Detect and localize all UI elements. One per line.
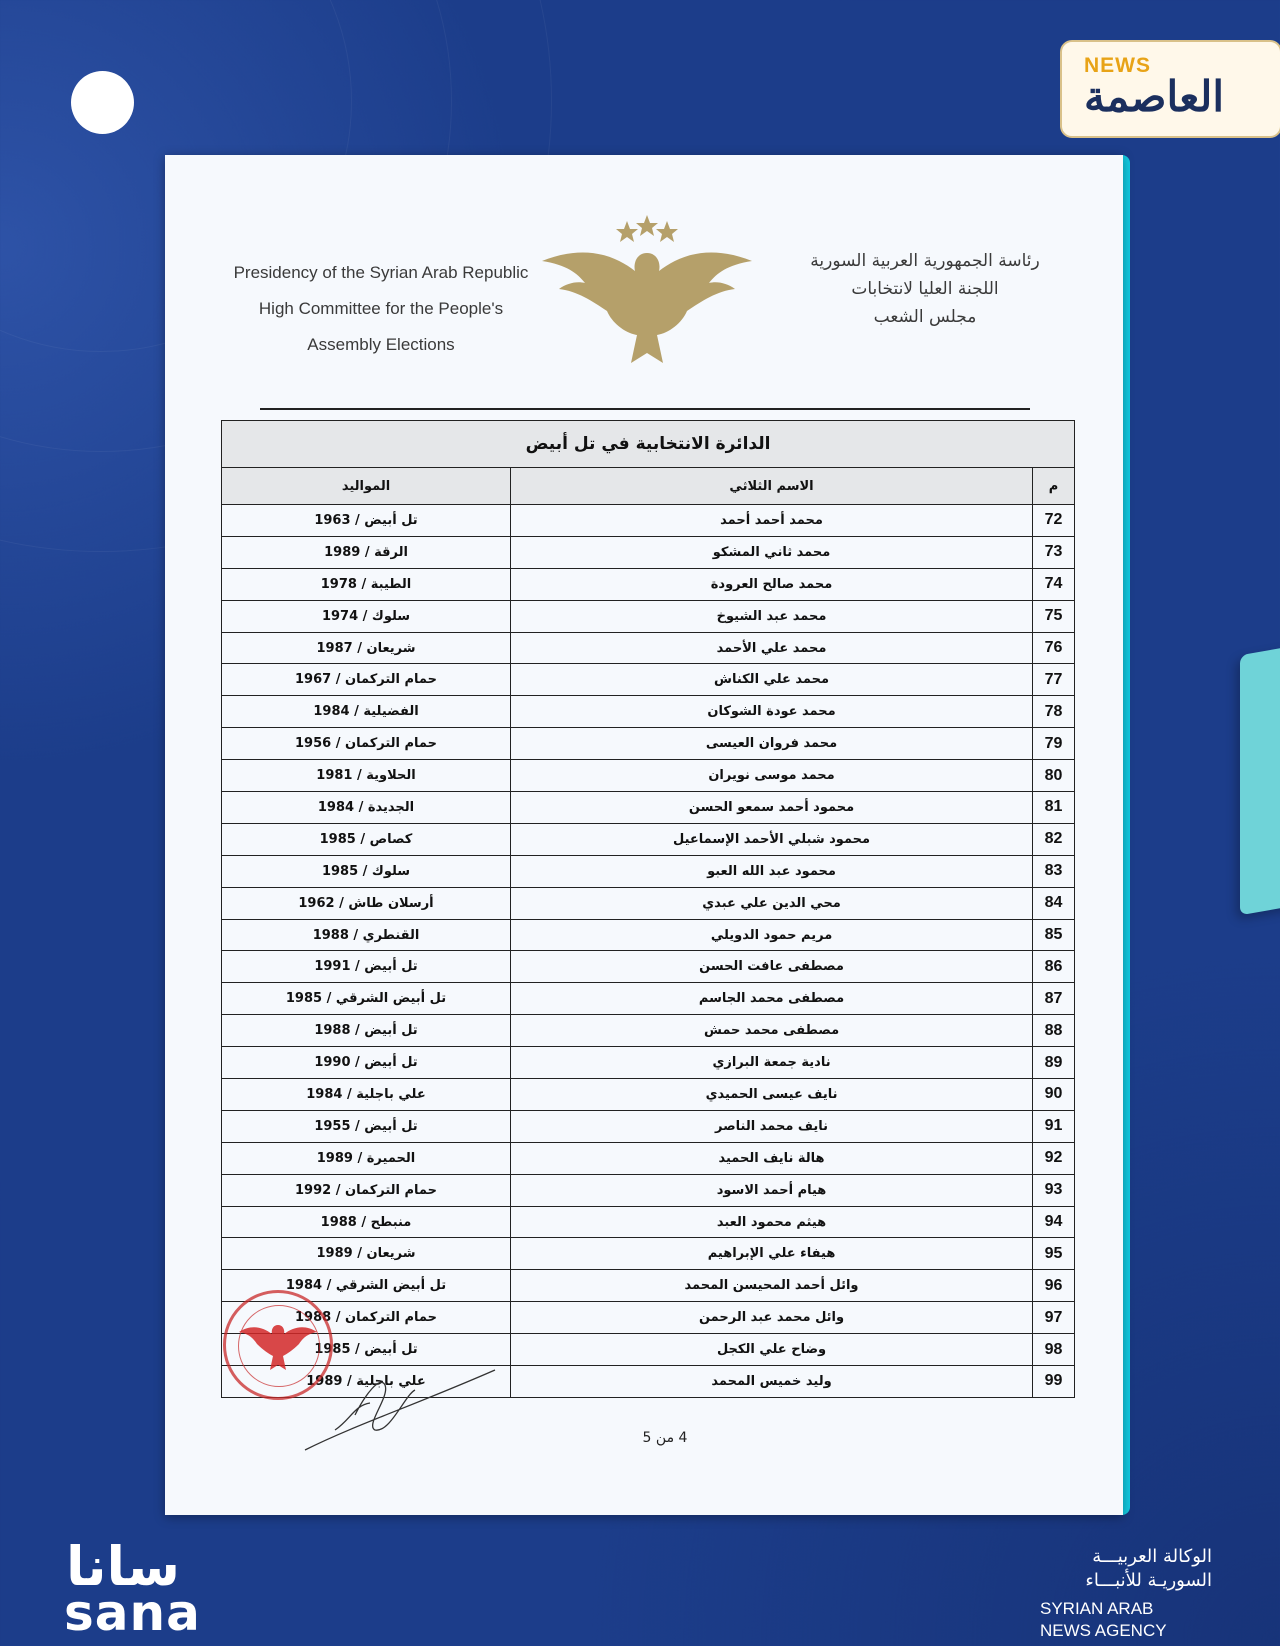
table-row [222, 823, 1075, 855]
cell-name: نايف محمد الناصر [511, 1110, 1033, 1142]
cell-birth: الجديدة / 1984 [222, 792, 511, 824]
cell-birth: تل أبيض الشرقي / 1985 [222, 983, 511, 1015]
cell-number: 97 [1033, 1302, 1075, 1334]
table-row [222, 1238, 1075, 1270]
cell-name: هيثم محمود العبد [511, 1206, 1033, 1238]
table-row [222, 855, 1075, 887]
cell-birth: تل أبيض / 1990 [222, 1047, 511, 1079]
cell-birth: علي باجلية / 1984 [222, 1079, 511, 1111]
table-row [222, 1047, 1075, 1079]
cell-number: 94 [1033, 1206, 1075, 1238]
agency-en-line: SYRIAN ARAB [1040, 1599, 1154, 1618]
cell-number: 80 [1033, 760, 1075, 792]
cell-number: 87 [1033, 983, 1075, 1015]
table-row [222, 1110, 1075, 1142]
header-en-line: High Committee for the People's [258, 299, 504, 318]
cell-birth: القنطري / 1988 [222, 919, 511, 951]
table-row [222, 1142, 1075, 1174]
cell-name: هيام أحمد الاسود [511, 1174, 1033, 1206]
table-row [222, 696, 1075, 728]
header-divider [260, 408, 1030, 410]
agency-en-line: NEWS AGENCY [1040, 1621, 1167, 1640]
cell-birth: سلوك / 1985 [222, 855, 511, 887]
cell-number: 85 [1033, 919, 1075, 951]
header-ar-line: اللجنة العليا لانتخابات [851, 279, 999, 299]
col-header-name: الاسم الثلاثي [511, 468, 1033, 505]
cell-name: وضاح علي الكجل [511, 1334, 1033, 1366]
cell-birth: منبطح / 1988 [222, 1206, 511, 1238]
cell-number: 98 [1033, 1334, 1075, 1366]
cell-birth: كصاص / 1985 [222, 823, 511, 855]
cell-number: 91 [1033, 1110, 1075, 1142]
header-ar-line: مجلس الشعب [873, 307, 977, 327]
cell-name: وائل أحمد المحيسن المحمد [511, 1270, 1033, 1302]
agency-name-english [1040, 1598, 1212, 1642]
table-row [222, 536, 1075, 568]
cell-birth: حمام التركمان / 1967 [222, 664, 511, 696]
cell-name: محمد علي الكناش [511, 664, 1033, 696]
cell-name: نادية جمعة البرازي [511, 1047, 1033, 1079]
header-en-line: Assembly Elections [307, 335, 455, 354]
sana-logo-latin: sana [64, 1584, 201, 1642]
cell-name: مصطفى محمد الجاسم [511, 983, 1033, 1015]
cell-number: 90 [1033, 1079, 1075, 1111]
cell-birth: شريعان / 1989 [222, 1238, 511, 1270]
cell-name: محمد ثاني المشكو [511, 536, 1033, 568]
cell-name: وائل محمد عبد الرحمن [511, 1302, 1033, 1334]
cell-birth: حمام التركمان / 1992 [222, 1174, 511, 1206]
cell-number: 75 [1033, 600, 1075, 632]
cell-name: مصطفى عافت الحسن [511, 951, 1033, 983]
table-row [222, 1270, 1075, 1302]
header-ar-line: رئاسة الجمهورية العربية السورية [810, 251, 1040, 271]
agency-name-arabic [1040, 1545, 1212, 1593]
cell-birth: الحميرة / 1989 [222, 1142, 511, 1174]
col-header-number: م [1033, 468, 1075, 505]
cell-birth: علي باجلية / 1989 [222, 1366, 511, 1398]
cell-birth: حمام التركمان / 1988 [222, 1302, 511, 1334]
decorative-dot [71, 71, 134, 134]
cell-number: 74 [1033, 568, 1075, 600]
cell-name: نايف عيسى الحميدي [511, 1079, 1033, 1111]
table-row [222, 664, 1075, 696]
cell-name: محي الدين علي عبدي [511, 887, 1033, 919]
cell-birth: تل أبيض الشرقي / 1984 [222, 1270, 511, 1302]
cell-number: 76 [1033, 632, 1075, 664]
cell-number: 83 [1033, 855, 1075, 887]
cell-birth: تل أبيض / 1985 [222, 1334, 511, 1366]
cell-number: 77 [1033, 664, 1075, 696]
cell-birth: تل أبيض / 1988 [222, 1015, 511, 1047]
header-english [225, 255, 537, 363]
agency-ar-line: الوكالة العربيـــة [1092, 1546, 1212, 1567]
cell-name: هالة نايف الحميد [511, 1142, 1033, 1174]
cell-birth: الفضيلية / 1984 [222, 696, 511, 728]
cell-birth: أرسلان طاش / 1962 [222, 887, 511, 919]
table-row [222, 887, 1075, 919]
signature-icon [295, 1335, 515, 1455]
cell-number: 93 [1033, 1174, 1075, 1206]
table-row [222, 760, 1075, 792]
table-row [222, 568, 1075, 600]
cell-birth: تل أبيض / 1991 [222, 951, 511, 983]
table-row [222, 951, 1075, 983]
cell-number: 84 [1033, 887, 1075, 919]
news-logo [1060, 40, 1280, 138]
table-row [222, 600, 1075, 632]
table-row [222, 792, 1075, 824]
agency-ar-line: السوريـة للأنبـــاء [1085, 1570, 1212, 1591]
table-row [222, 632, 1075, 664]
eagle-emblem-icon [537, 213, 757, 373]
cell-name: محمد عودة الشوكان [511, 696, 1033, 728]
cell-name: مصطفى محمد حمش [511, 1015, 1033, 1047]
cell-number: 95 [1033, 1238, 1075, 1270]
cell-name: وليد خميس المحمد [511, 1366, 1033, 1398]
cell-number: 89 [1033, 1047, 1075, 1079]
cell-number: 81 [1033, 792, 1075, 824]
header-en-line: Presidency of the Syrian Arab Republic [233, 263, 529, 282]
cell-number: 78 [1033, 696, 1075, 728]
news-logo-arabic: العاصمة [1084, 72, 1224, 121]
cell-name: محمد فروان العيسى [511, 728, 1033, 760]
cell-name: محمود عبد الله العبو [511, 855, 1033, 887]
table-row [222, 1302, 1075, 1334]
cell-number: 86 [1033, 951, 1075, 983]
table-row [222, 983, 1075, 1015]
cell-name: هيفاء علي الإبراهيم [511, 1238, 1033, 1270]
cell-name: محمد علي الأحمد [511, 632, 1033, 664]
cell-number: 72 [1033, 505, 1075, 537]
cell-number: 99 [1033, 1366, 1075, 1398]
cell-birth: تل أبيض / 1963 [222, 505, 511, 537]
table-title: الدائرة الانتخابية في تل أبيض [222, 421, 1075, 468]
col-header-birth: المواليد [222, 468, 511, 505]
cell-birth: شريعان / 1987 [222, 632, 511, 664]
cell-name: مريم حمود الدويلي [511, 919, 1033, 951]
cell-birth: الرقة / 1989 [222, 536, 511, 568]
table-row [222, 1079, 1075, 1111]
cell-number: 96 [1033, 1270, 1075, 1302]
table-row [222, 728, 1075, 760]
cell-name: محمود شبلي الأحمد الإسماعيل [511, 823, 1033, 855]
table-row [222, 919, 1075, 951]
table-row [222, 1015, 1075, 1047]
cell-birth: الطيبة / 1978 [222, 568, 511, 600]
decorative-card [1240, 645, 1280, 916]
cell-number: 88 [1033, 1015, 1075, 1047]
table-row [222, 1174, 1075, 1206]
page-number: 4 من 5 [642, 1430, 688, 1446]
cell-birth: حمام التركمان / 1956 [222, 728, 511, 760]
cell-name: محمد صالح العرودة [511, 568, 1033, 600]
cell-number: 73 [1033, 536, 1075, 568]
cell-name: محمود أحمد سمعو الحسن [511, 792, 1033, 824]
cell-name: محمد موسى نويران [511, 760, 1033, 792]
candidates-table [221, 420, 1075, 1398]
cell-number: 92 [1033, 1142, 1075, 1174]
cell-birth: الحلاوية / 1981 [222, 760, 511, 792]
cell-birth: تل أبيض / 1955 [222, 1110, 511, 1142]
news-logo-word: NEWS [1084, 54, 1151, 77]
header-arabic [775, 247, 1075, 331]
cell-number: 79 [1033, 728, 1075, 760]
document-page [165, 155, 1123, 1515]
cell-name: محمد عبد الشيوخ [511, 600, 1033, 632]
table-row [222, 1206, 1075, 1238]
cell-name: محمد أحمد أحمد [511, 505, 1033, 537]
cell-number: 82 [1033, 823, 1075, 855]
sana-logo-arabic: سانا [66, 1535, 180, 1598]
cell-birth: سلوك / 1974 [222, 600, 511, 632]
table-row [222, 505, 1075, 537]
